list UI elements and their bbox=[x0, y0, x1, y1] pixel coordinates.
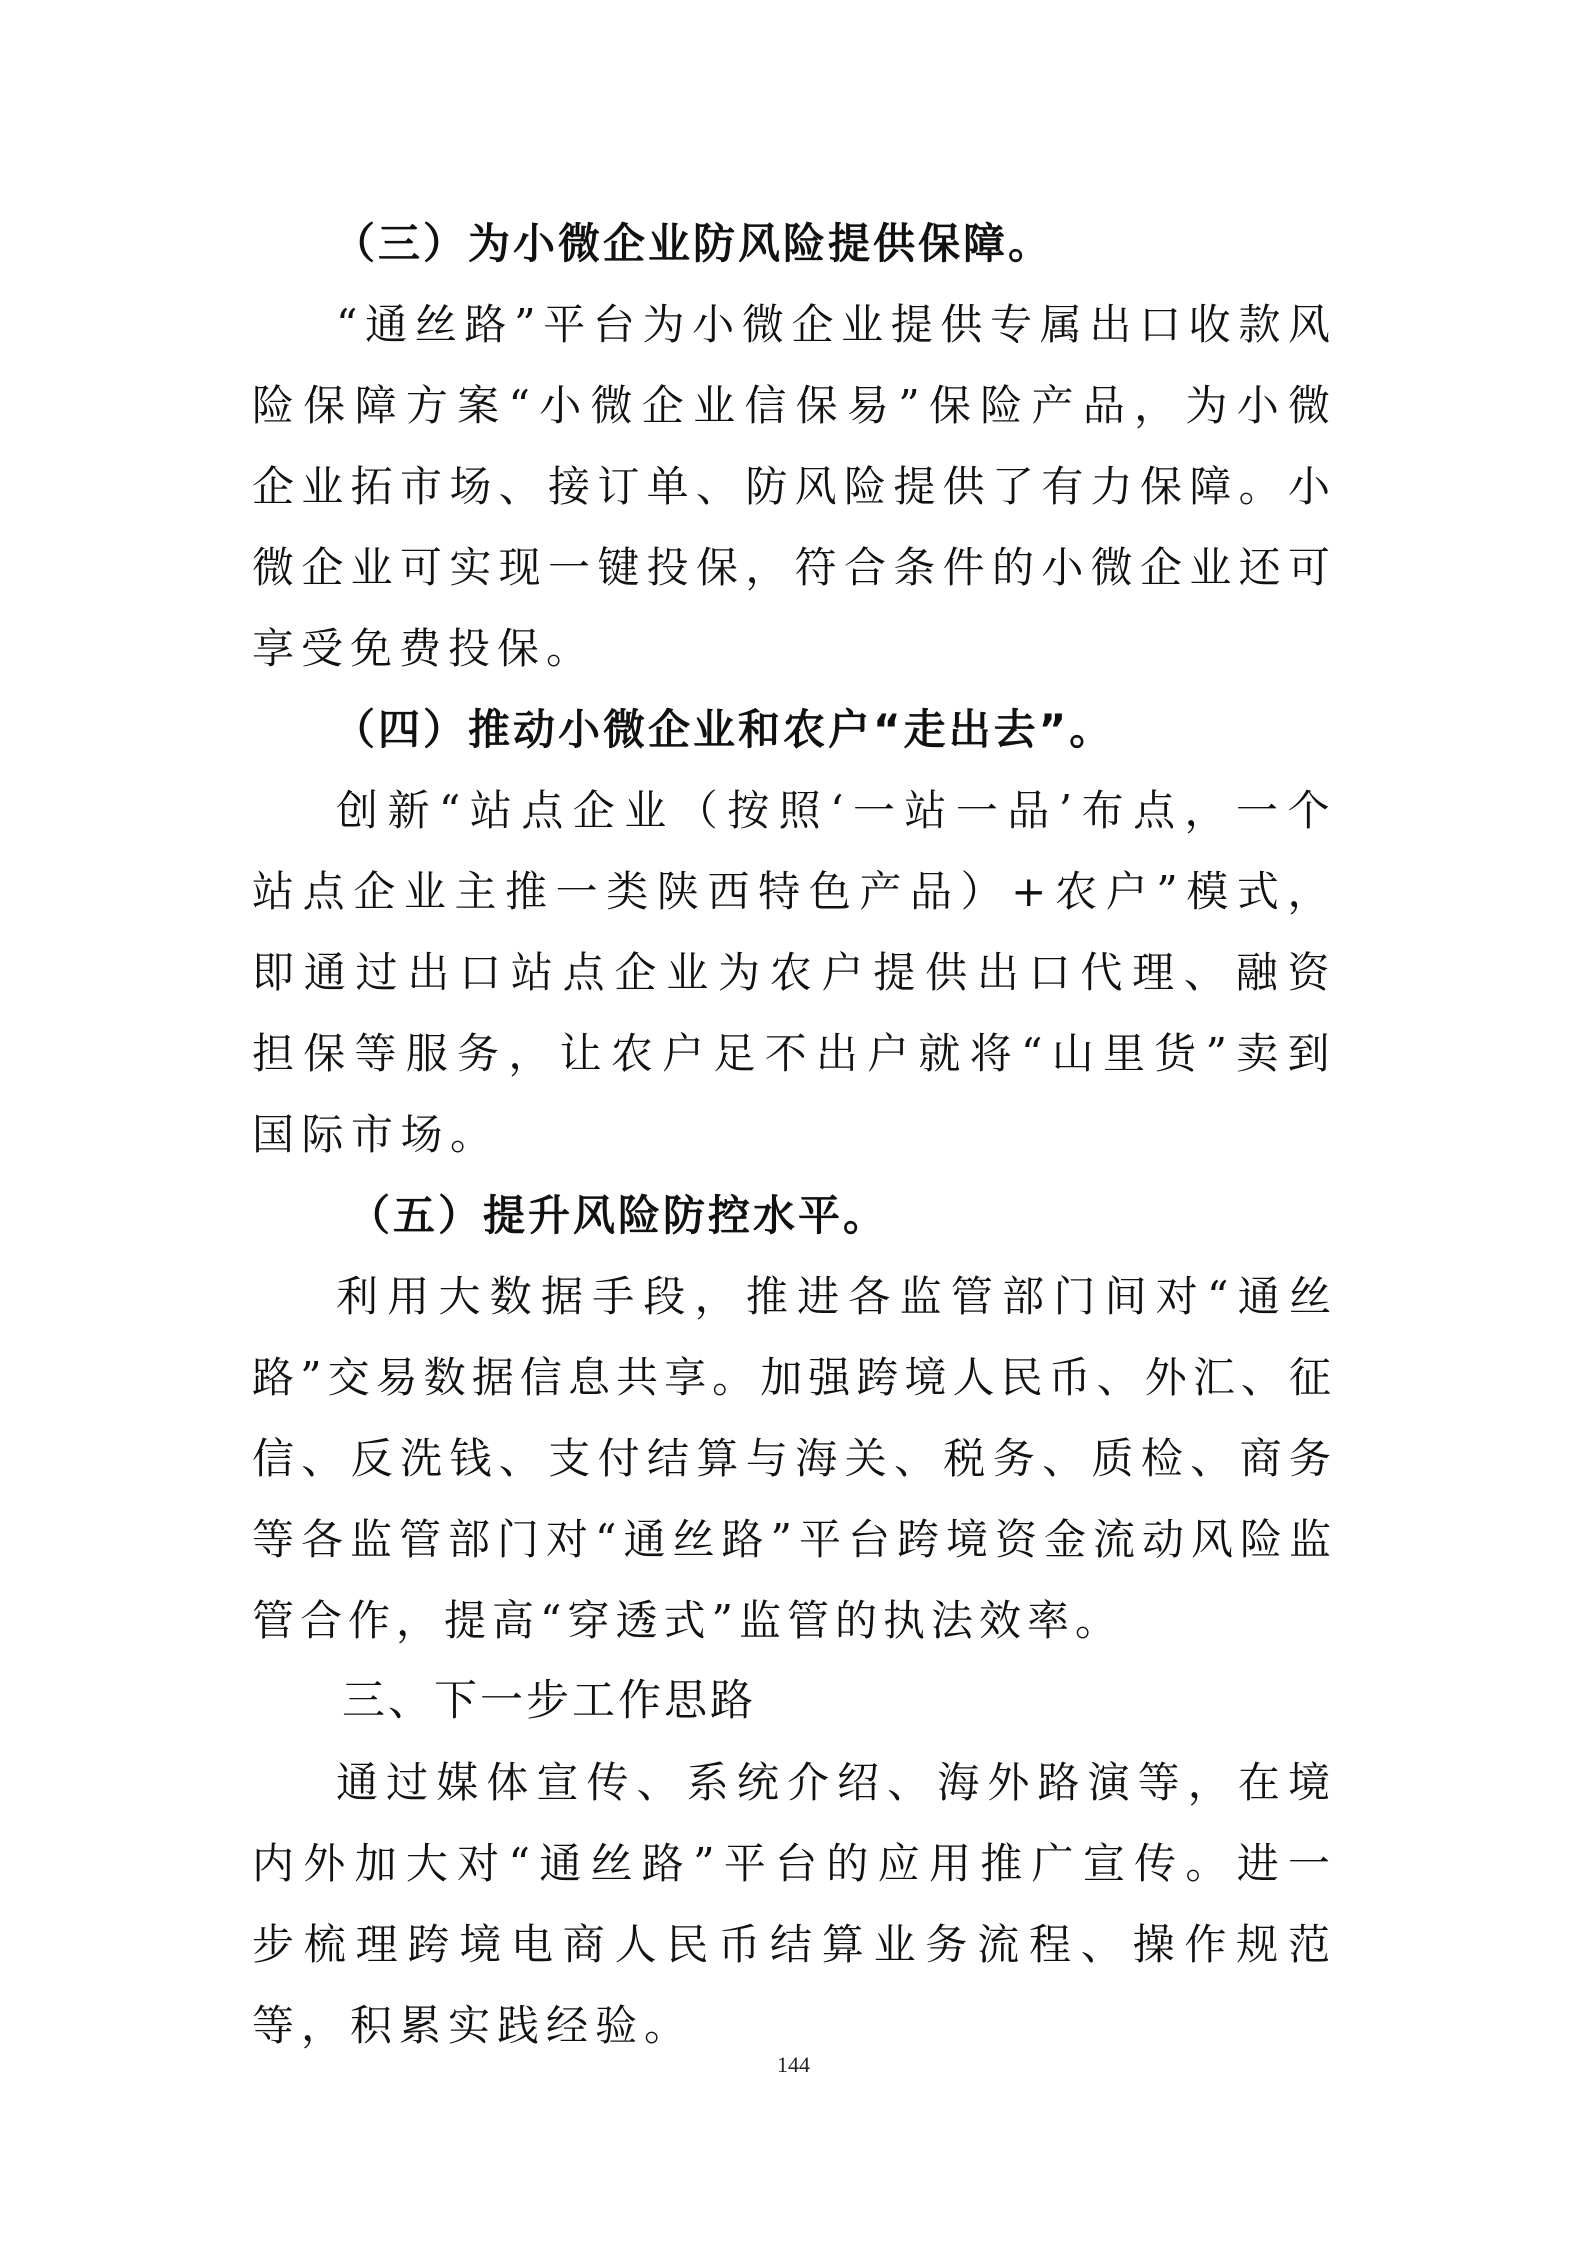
paragraph-subsection-3: “通丝路”平台为小微企业提供专属出口收款风险保障方案“小微企业信保易”保险产品，为小微企业拓市场、接订单、防风险提供了有力保障。小微企业可实现一键投保，符合条件的小微企业还可享受免费投保。 bbox=[252, 300, 1337, 673]
heading-section-3: 三、下一步工作思路 bbox=[342, 1676, 756, 1726]
page-number: 144 bbox=[777, 2052, 810, 2077]
paragraph-section-3: 通过媒体宣传、系统介绍、海外路演等，在境内外加大对“通丝路”平台的应用推广宣传。进一步梳理跨境电商人民币结算业务流程、操作规范等，积累实践经验。 bbox=[252, 1758, 1337, 2050]
paragraph-subsection-4: 创新“站点企业（按照‘一站一品’布点，一个站点企业主推一类陕西特色产品）+农户”模式，即通过出口站点企业为农户提供出口代理、融资担保等服务，让农户足不出户就将“山里货”卖到国际市场。 bbox=[252, 786, 1337, 1159]
heading-subsection-3: （三）为小微企业防风险提供保障。 bbox=[333, 219, 1054, 268]
heading-subsection-4: （四）推动小微企业和农户“走出去”。 bbox=[333, 705, 1115, 754]
paragraph-subsection-5: 利用大数据手段，推进各监管部门间对“通丝路”交易数据信息共享。加强跨境人民币、外汇、征信、反洗钱、支付结算与海关、税务、质检、商务等各监管部门对“通丝路”平台跨境资金流动风险监管合作，提高“穿透式”监管的执法效率。 bbox=[252, 1272, 1337, 1645]
document-body bbox=[252, 203, 1337, 2066]
heading-subsection-5: （五）提升风险防控水平。 bbox=[348, 1191, 889, 1240]
